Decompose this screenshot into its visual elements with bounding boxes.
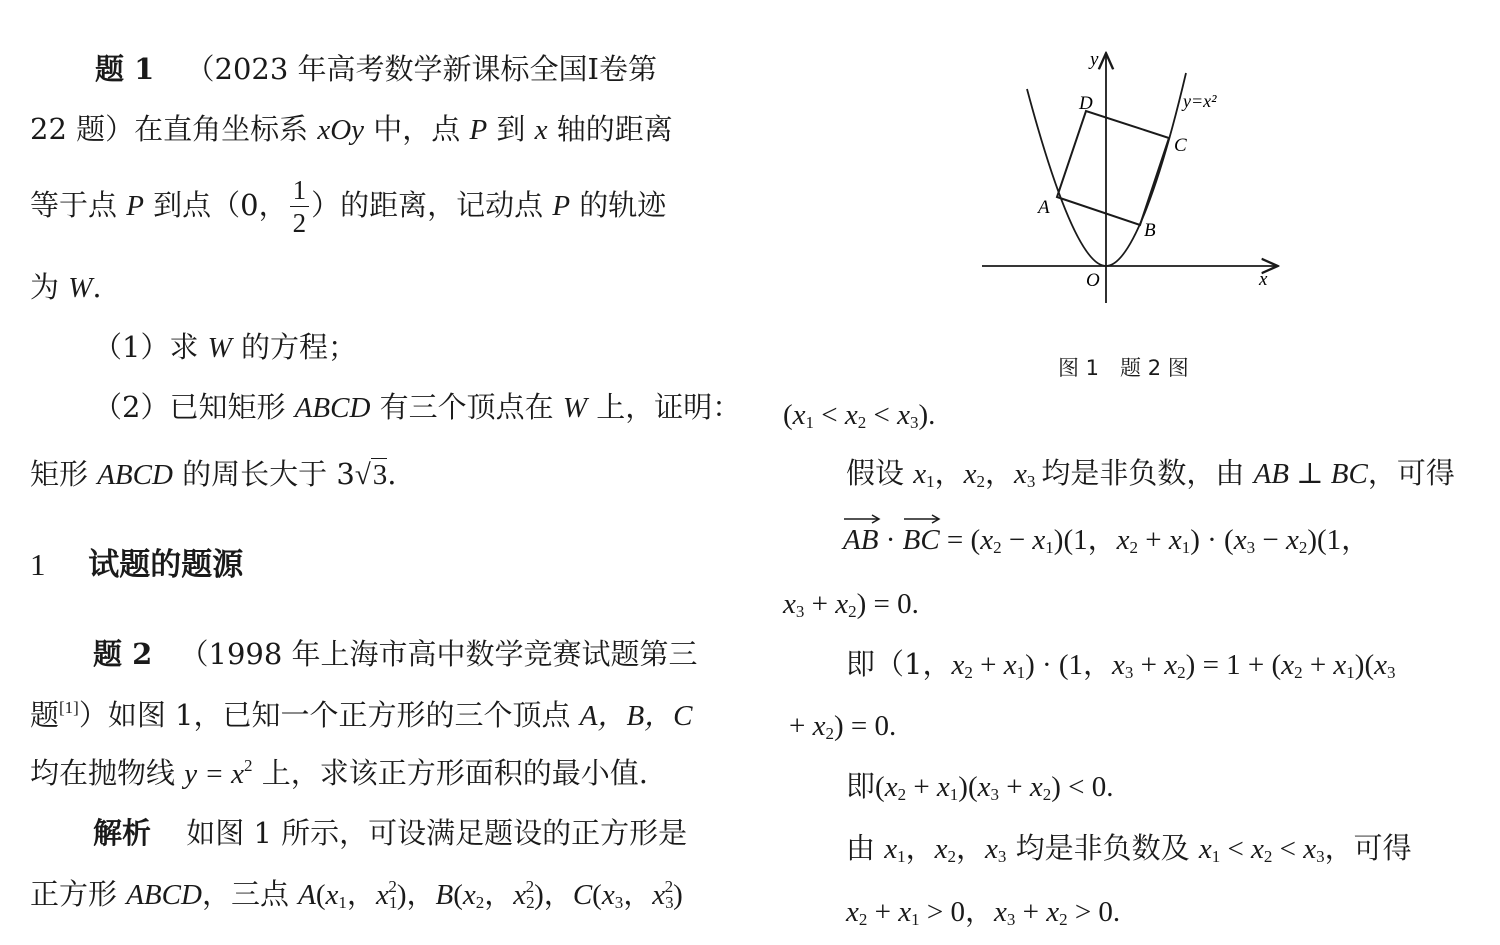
fraction-numerator: 1 (290, 176, 310, 207)
right-line3: AB · BC = $(x_2 - x_1)(1$，$x_2 + x_1) \cdot (x_3 - x_2)(1$， (843, 525, 1370, 555)
text: 均是非负数及 (1006, 831, 1199, 865)
text: 的周长大于 3 (172, 457, 355, 491)
problem2-line3 (30, 756, 648, 790)
right-line7: 即$(x_2 + x_1)(x_3 + x_2) < 0$. (846, 769, 1114, 804)
fraction-denominator: 2 (292, 208, 307, 239)
vector-bc-label: BC (902, 524, 940, 556)
math-var: x (534, 114, 548, 146)
question2-line2: 矩形 ABCD 的周长大于 3√3. (30, 457, 397, 491)
fig-label-c: C (1174, 135, 1187, 156)
text: ，三点 (201, 877, 299, 911)
math-expr: y = x (184, 758, 245, 790)
problem2-line2 (30, 698, 693, 732)
problem1-line4 (30, 270, 102, 304)
parabola-square-figure (970, 45, 1290, 315)
math-var: P (469, 114, 488, 146)
question2-line1 (93, 390, 742, 424)
math-var: W (207, 332, 232, 364)
math-var: W (68, 272, 93, 304)
right-line8: 由 $x_1$，$x_2$，$x_3$ 均是非负数及 $x_1 < x_2 < x_3$，可得 (846, 831, 1412, 866)
math-var: A，B，C (579, 700, 693, 732)
text: 到点（0， (143, 187, 288, 222)
citation-ref: [1] (59, 698, 79, 717)
text: ）的距离，记动点 (311, 187, 553, 222)
right-line2: 假设 $x_1$，$x_2$，$x_3$ 均是非负数，由 AB ⊥ BC，可得 (846, 456, 1455, 491)
text: 中，点 (364, 112, 470, 146)
math-var: ABCD (97, 459, 173, 491)
math-var: xOy (317, 114, 365, 146)
text: （1）求 (93, 330, 208, 364)
text: （2）已知矩形 (93, 390, 295, 424)
fig-label-origin: O (1086, 270, 1100, 291)
problem1-label: 题 1 (95, 52, 155, 86)
vector-arrow-icon (843, 513, 881, 525)
problem1-line2 (30, 112, 673, 146)
fig-label-b: B (1144, 220, 1156, 241)
text: 上，证明： (587, 390, 742, 424)
right-line4: $x_3 + x_2) = 0$. (783, 588, 919, 621)
text: ，可得 (1367, 456, 1455, 490)
section-number: 1 (30, 547, 46, 582)
text: 假设 (846, 456, 914, 490)
section-title: 试题的题源 (88, 547, 244, 583)
fig-label-d: D (1079, 93, 1093, 114)
vector-arrow-icon (903, 513, 941, 525)
vector-ab-label: AB (843, 524, 879, 556)
text: 的方程； (231, 330, 358, 364)
text: 即（1， (846, 647, 952, 681)
sqrt-radicand: 3 (372, 459, 388, 491)
vector-bc (903, 526, 940, 555)
math-var: ABCD (294, 392, 371, 424)
exponent: 2 (244, 756, 253, 775)
text: . (92, 270, 102, 304)
right-line9: $x_2 + x_1 > 0$，$x_3 + x_2 > 0$. (846, 896, 1121, 929)
problem1-line3 (30, 176, 666, 238)
right-line5: 即（1，$x_2 + x_1) \cdot (1$，$x_3 + x_2) = 1 + (x_2 + x_1)(x_3$ (846, 647, 1396, 682)
text: ，可得 (1324, 831, 1412, 865)
text: 为 (30, 270, 69, 304)
right-line1: $(x_1 < x_2 < x_3)$. (783, 399, 936, 432)
text: 等于点 (30, 187, 127, 222)
problem2-line1 (93, 637, 698, 671)
figure-caption: 图 1 题 2 图 (1058, 356, 1189, 380)
text: 均在抛物线 (30, 756, 185, 790)
text: 由 (846, 831, 885, 865)
right-line6: + $x_2) = 0$. (789, 710, 897, 743)
text: 有三个顶点在 (370, 390, 563, 424)
text: 的轨迹 (570, 187, 667, 222)
math-expr: AB ⊥ BC (1253, 458, 1368, 490)
problem1-source: （2023 年高考数学新课标全国Ⅰ卷第 (185, 52, 657, 86)
text: 正方形 (30, 877, 127, 911)
fig-label-y: y (1090, 49, 1099, 70)
math-var: W (562, 392, 587, 424)
fig-label-a: A (1038, 197, 1050, 218)
text: 到 (487, 112, 535, 146)
question1 (93, 330, 358, 364)
text: 如图 1 所示，可设满足题设的正方形是 (186, 816, 688, 850)
text: 22 题）在直角坐标系 (30, 112, 318, 146)
solution-line1 (93, 816, 688, 850)
vector-ab (843, 526, 878, 555)
fig-label-x: x (1259, 269, 1268, 290)
points-abc: A (298, 879, 316, 911)
problem1-line1 (95, 52, 657, 86)
text: ）如图 1，已知一个正方形的三个顶点 (78, 698, 580, 732)
text: 均是非负数，由 (1041, 456, 1254, 490)
text: 矩形 (30, 457, 98, 491)
solution-line2: 正方形 ABCD，三点 $A(x_1$，$x_1^2$)，$B(x_2$，$x_2^2$)，$C(x_3$，$x_3^2$) (30, 877, 683, 912)
section-heading (30, 549, 243, 581)
square-abcd (1057, 111, 1169, 225)
problem2-label: 题 2 (93, 637, 153, 671)
solution-label: 解析 (93, 816, 152, 850)
fraction-one-half (290, 176, 310, 238)
text: 轴的距离 (547, 112, 673, 146)
math-var: ABCD (126, 879, 202, 911)
problem2-source: （1998 年上海市高中数学竞赛试题第三 (179, 637, 698, 671)
math-var: P (552, 189, 571, 222)
text: 上，求该正方形面积的最小值. (252, 756, 648, 790)
text: . (387, 457, 397, 491)
math-var: P (126, 189, 144, 222)
text: 题 (30, 698, 60, 732)
fig-curve-label: y=x² (1183, 91, 1217, 111)
